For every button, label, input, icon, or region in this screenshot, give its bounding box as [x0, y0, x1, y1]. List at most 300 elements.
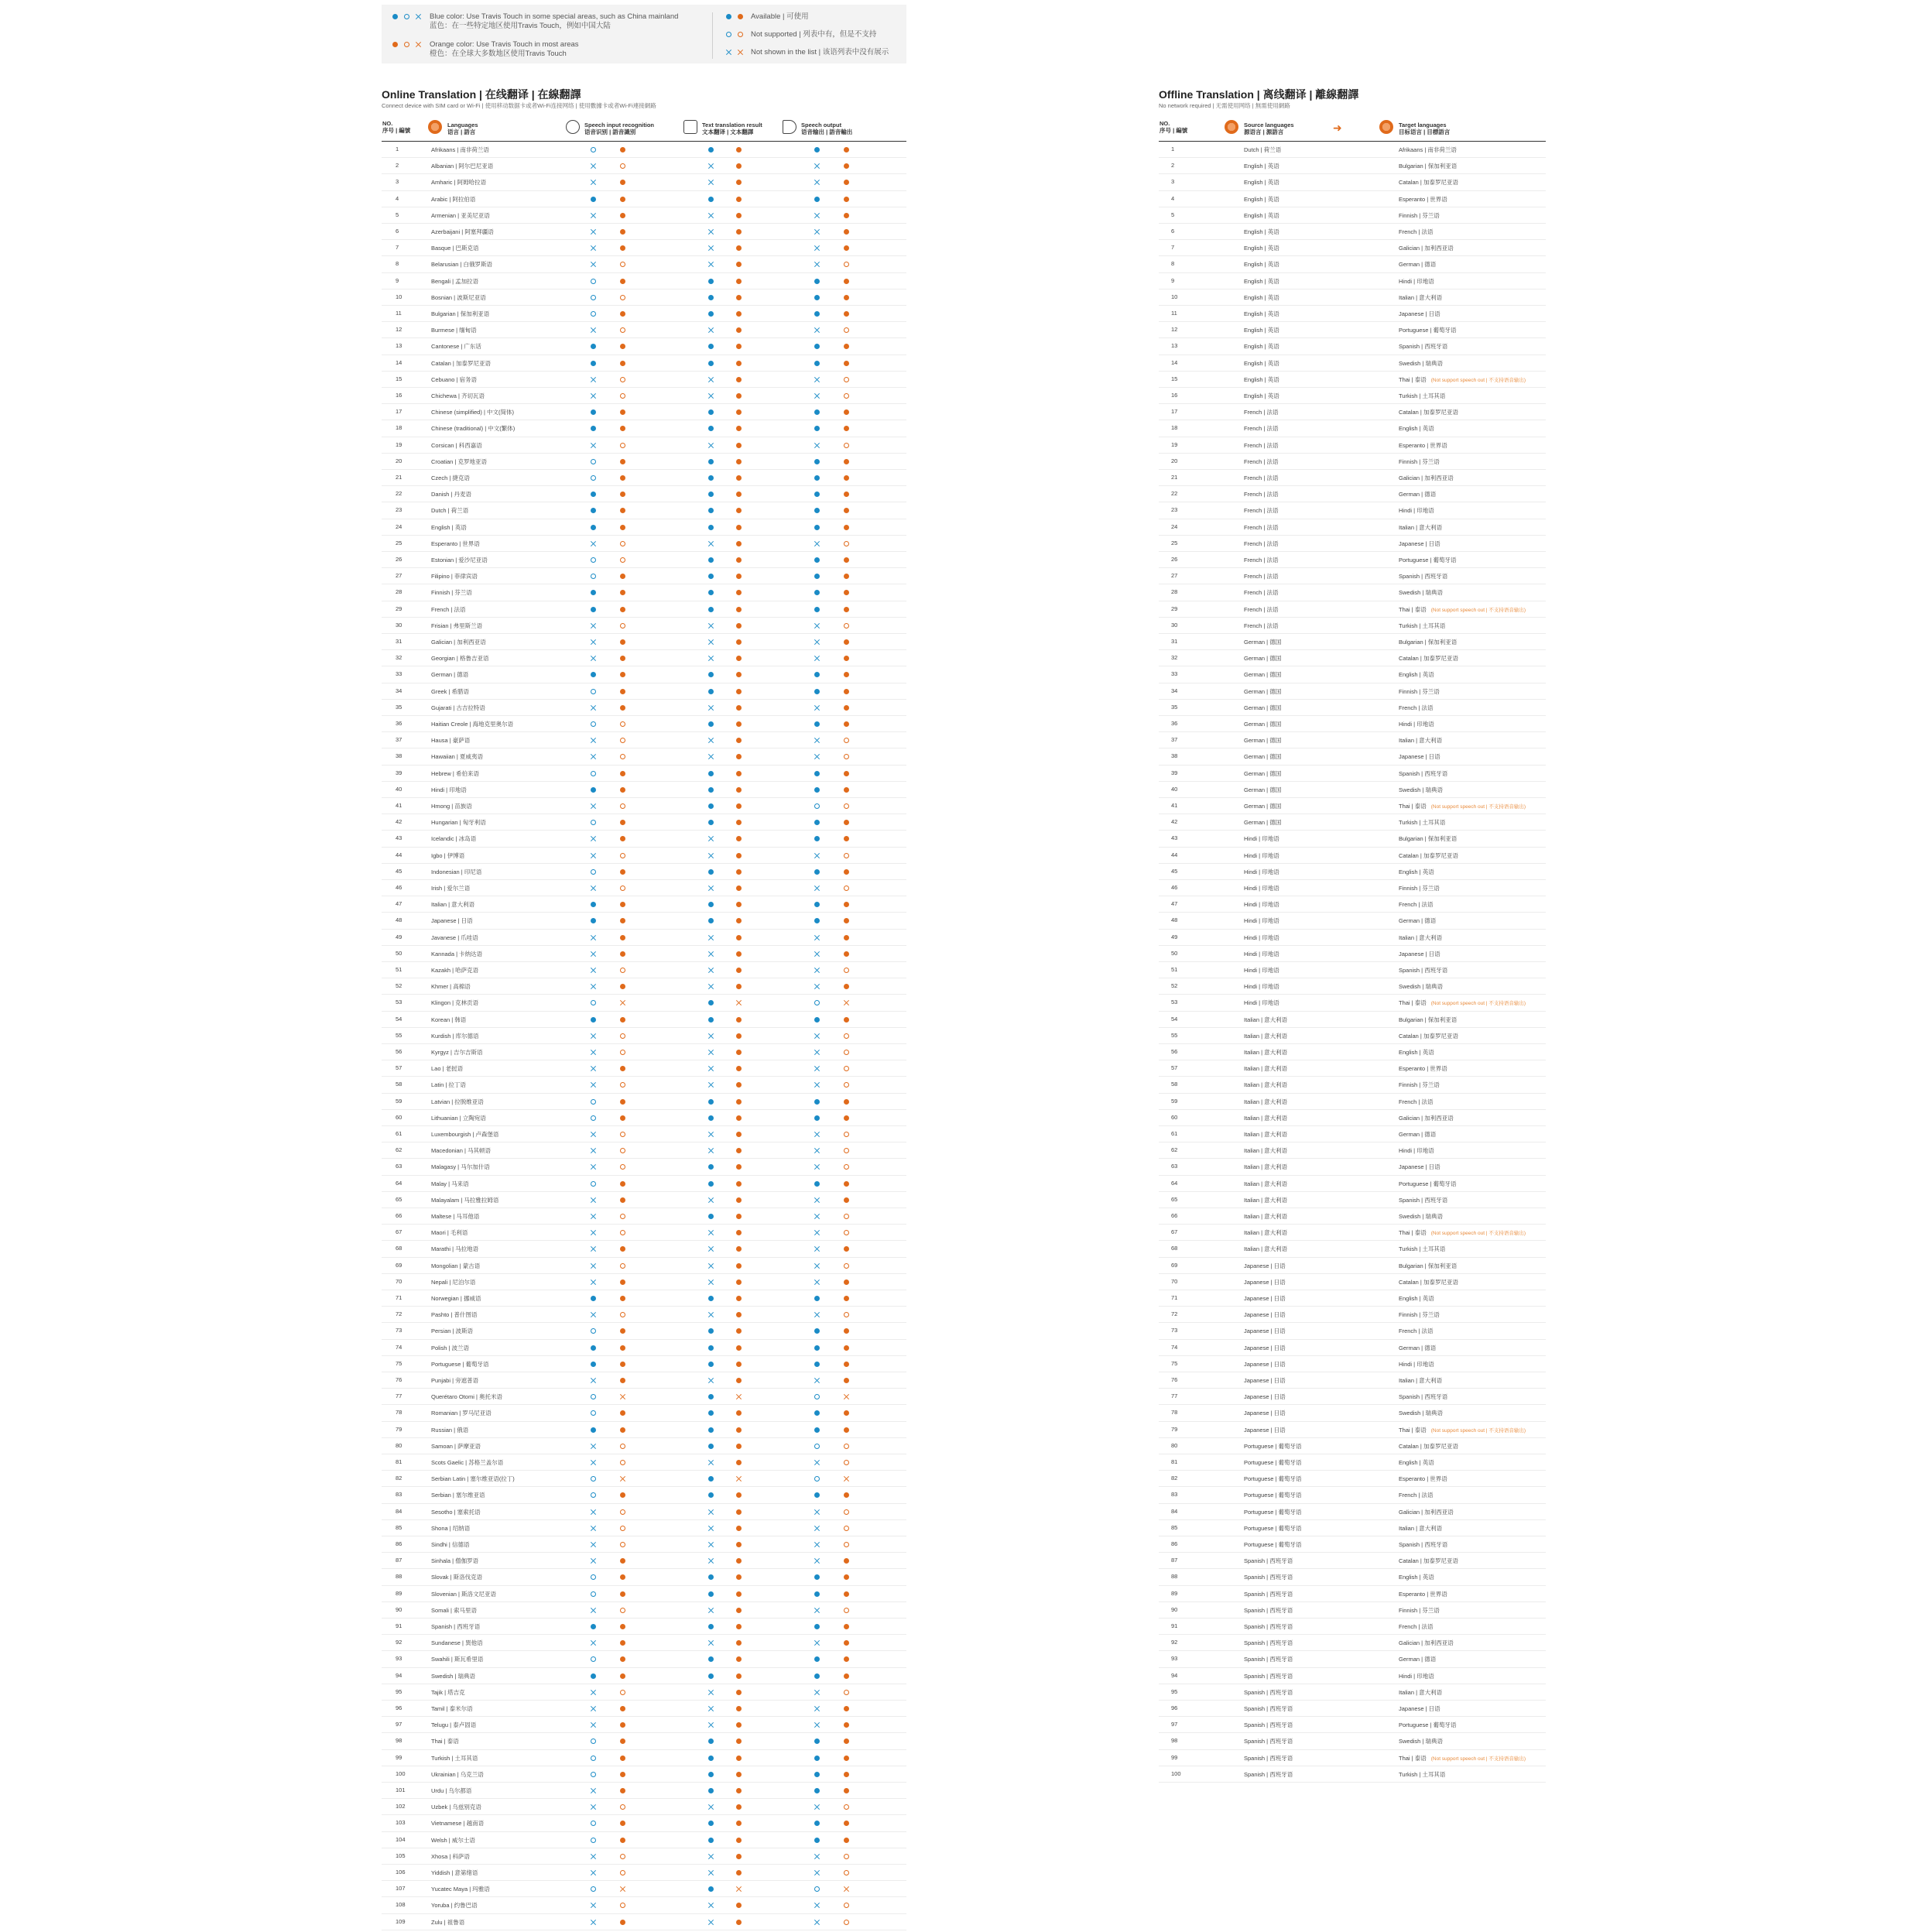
table-row	[382, 766, 906, 782]
table-row	[1159, 1290, 1546, 1307]
table-row	[382, 1323, 906, 1339]
table-row	[1159, 1766, 1546, 1783]
orange-dot-icon	[736, 721, 742, 727]
target-language: Italian | 意大利语	[1399, 523, 1443, 531]
orange-dot-icon	[620, 836, 625, 841]
row-number: 4	[396, 194, 399, 202]
table-row	[1159, 1619, 1546, 1635]
orange-dot-icon	[736, 1558, 742, 1564]
target-cell	[1399, 1146, 1434, 1155]
table-row	[382, 1126, 906, 1142]
target-language: Galician | 加利西亚语	[1399, 1639, 1454, 1647]
blue-cross-icon	[814, 541, 820, 546]
orange-dot-icon	[844, 1558, 849, 1564]
source-language: English | 英语	[1244, 359, 1279, 367]
table-row	[382, 372, 906, 388]
language-name: Kannada | 卡纳达语	[431, 950, 483, 957]
legend-not-supported	[726, 30, 876, 39]
table-row	[382, 240, 906, 256]
language-name: Sundanese | 巽他语	[431, 1639, 483, 1647]
table-row	[382, 207, 906, 224]
blue-dot-icon	[814, 1328, 820, 1334]
language-name: Sinhala | 僧伽罗语	[431, 1557, 479, 1565]
table-row	[382, 1815, 906, 1831]
language-name: Indonesian | 印尼语	[431, 868, 482, 875]
target-cell	[1399, 260, 1436, 269]
source-language: French | 法语	[1244, 557, 1279, 564]
blue-dot-icon	[708, 869, 714, 875]
source-language: Japanese | 日语	[1244, 1327, 1286, 1335]
language-name: Kazakh | 哈萨克语	[431, 967, 479, 974]
blue-dot-icon	[814, 1673, 820, 1679]
target-language: Portuguese | 葡萄牙语	[1399, 1180, 1457, 1187]
orange-dot-icon	[844, 918, 849, 923]
row-number: 37	[396, 736, 402, 744]
source-language: Italian | 意大利语	[1244, 1229, 1288, 1237]
blue-dot-icon	[814, 1821, 820, 1826]
orange-dot-icon	[736, 557, 742, 563]
target-language: English | 英语	[1399, 868, 1434, 875]
orange-dot-icon	[736, 1279, 742, 1285]
row-number: 38	[396, 752, 402, 760]
row-number: 59	[1171, 1097, 1178, 1105]
blue-cross-icon	[591, 163, 596, 169]
blue-cross-icon	[814, 1870, 820, 1875]
blue-cross-icon	[814, 1640, 820, 1646]
blue-dot-icon	[814, 689, 820, 694]
source-language: Italian | 意大利语	[1244, 1131, 1288, 1138]
source-language: Hindi | 印地语	[1244, 933, 1279, 941]
blue-cross-icon	[708, 853, 714, 858]
language-name: Irish | 爱尔兰语	[431, 885, 471, 892]
blue-cross-icon	[708, 1706, 714, 1711]
table-row	[382, 896, 906, 913]
row-number: 32	[1171, 654, 1178, 662]
blue-dot-icon	[814, 1756, 820, 1761]
target-cell	[1399, 540, 1440, 548]
orange-ring-icon	[844, 1148, 849, 1153]
orange-dot-icon	[844, 459, 849, 464]
text-translate-icon	[683, 120, 697, 134]
blue-cross-icon	[591, 951, 596, 957]
legend-box	[382, 5, 906, 63]
table-row	[1159, 1340, 1546, 1356]
target-cell	[1399, 900, 1433, 909]
language-name: Polish | 波兰语	[431, 1344, 470, 1351]
table-row	[1159, 502, 1546, 519]
target-language: Japanese | 日语	[1399, 1163, 1440, 1171]
row-number: 4	[1171, 194, 1175, 202]
row-number: 44	[396, 851, 402, 858]
blue-dot-icon	[708, 1738, 714, 1744]
table-row	[1159, 486, 1546, 502]
language-name: Bosnian | 波斯尼亚语	[431, 293, 486, 301]
table-row	[1159, 1684, 1546, 1701]
orange-dot-icon	[736, 738, 742, 743]
orange-dot-icon	[620, 492, 625, 497]
orange-dot-icon	[736, 1788, 742, 1793]
row-number: 58	[1171, 1081, 1178, 1088]
blue-cross-icon	[814, 1164, 820, 1170]
source-language: Japanese | 日语	[1244, 1426, 1286, 1434]
target-cell	[1399, 1228, 1526, 1237]
orange-ring-icon	[844, 1690, 849, 1695]
orange-dot-icon	[736, 311, 742, 317]
blue-cross-icon	[708, 738, 714, 743]
blue-dot-icon	[708, 1444, 714, 1449]
orange-dot-icon	[620, 361, 625, 366]
blue-ring-icon	[591, 1181, 596, 1187]
row-number: 73	[396, 1327, 402, 1334]
source-language: German | 德国	[1244, 803, 1282, 810]
target-language: Turkish | 土耳其语	[1399, 819, 1446, 827]
orange-dot-icon	[736, 656, 742, 661]
table-row	[1159, 1192, 1546, 1208]
orange-ring-icon	[844, 1082, 849, 1088]
row-number: 73	[1171, 1327, 1178, 1334]
blue-cross-icon	[708, 1804, 714, 1810]
row-number: 92	[396, 1639, 402, 1646]
orange-cross-icon	[620, 1476, 625, 1482]
orange-dot-icon	[844, 1574, 849, 1580]
row-number: 72	[396, 1310, 402, 1318]
target-language: Spanish | 西班牙语	[1399, 769, 1448, 777]
row-number: 10	[1171, 293, 1178, 300]
language-name: French | 法语	[431, 605, 466, 613]
orange-ring-icon	[844, 262, 849, 267]
orange-dot-icon	[620, 1378, 625, 1383]
row-number: 83	[396, 1491, 402, 1499]
blue-cross-icon	[708, 1148, 714, 1153]
language-name: Albanian | 阿尔巴尼亚语	[431, 163, 494, 170]
source-language: Spanish | 西班牙语	[1244, 1590, 1293, 1598]
row-number: 27	[1171, 572, 1178, 580]
blue-ring-icon	[591, 721, 596, 727]
orange-dot-icon	[844, 1673, 849, 1679]
orange-ring-icon	[620, 1542, 625, 1547]
table-row	[1159, 552, 1546, 568]
orange-dot-icon	[736, 1542, 742, 1547]
blue-dot-icon	[708, 1492, 714, 1498]
row-number: 98	[1171, 1737, 1178, 1745]
row-number: 34	[1171, 687, 1178, 694]
blue-dot-icon	[591, 787, 596, 793]
orange-dot-icon	[736, 147, 742, 152]
table-row	[1159, 1241, 1546, 1257]
language-name: Kyrgyz | 吉尔吉斯语	[431, 1049, 483, 1056]
blue-dot-icon	[814, 1591, 820, 1597]
blue-cross-icon	[591, 853, 596, 858]
row-number: 102	[396, 1803, 406, 1810]
table-row	[1159, 207, 1546, 224]
blue-cross-icon	[591, 1066, 596, 1071]
orange-dot-icon	[736, 1230, 742, 1235]
target-language: Italian | 意大利语	[1399, 1688, 1443, 1696]
table-row	[382, 748, 906, 765]
blue-cross-icon	[814, 1608, 820, 1613]
table-row	[382, 1142, 906, 1159]
blue-dot-icon	[591, 525, 596, 530]
blue-dot-icon	[708, 574, 714, 579]
orange-dot-icon	[620, 409, 625, 415]
orange-dot-icon	[736, 951, 742, 957]
table-row	[382, 618, 906, 634]
table-row	[1159, 355, 1546, 372]
target-language: Italian | 意大利语	[1399, 1377, 1443, 1384]
legend-blue-en: Blue color: Use Travis Touch in some special areas, such as China mainland	[430, 12, 679, 21]
source-language: French | 法语	[1244, 425, 1279, 433]
source-language: Hindi | 印地语	[1244, 851, 1279, 859]
orange-dot-icon	[844, 426, 849, 431]
speech-out-note: (Not support speech out | 不支持语音输出)	[1430, 1231, 1526, 1237]
table-row	[382, 322, 906, 338]
table-row	[382, 978, 906, 995]
orange-dot-icon	[736, 295, 742, 300]
orange-dot-icon	[620, 984, 625, 989]
table-row	[382, 634, 906, 650]
not-supported-orange-icon	[738, 32, 743, 37]
row-number: 56	[1171, 1048, 1178, 1055]
blue-cross-icon	[708, 1608, 714, 1613]
source-language: English | 英语	[1244, 195, 1279, 203]
source-language: French | 法语	[1244, 605, 1279, 613]
language-name: Dutch | 荷兰语	[431, 507, 469, 515]
blue-dot-icon	[708, 1591, 714, 1597]
orange-dot-icon	[844, 1181, 849, 1187]
blue-cross-icon	[708, 1690, 714, 1695]
table-row	[382, 568, 906, 584]
language-name: Yoruba | 约鲁巴语	[431, 1902, 478, 1910]
source-language: Spanish | 西班牙语	[1244, 1705, 1293, 1712]
table-row	[1159, 1126, 1546, 1142]
blue-dot-icon	[708, 1476, 714, 1482]
blue-ring-icon	[591, 295, 596, 300]
blue-ring-icon	[591, 1772, 596, 1777]
blue-ring-icon	[591, 689, 596, 694]
table-row	[382, 1192, 906, 1208]
language-name: Japanese | 日语	[431, 917, 473, 925]
target-language: Catalan | 加泰罗尼亚语	[1399, 1278, 1458, 1286]
orange-dot-icon	[736, 279, 742, 284]
target-language: Portuguese | 葡萄牙语	[1399, 557, 1457, 564]
blue-ring-icon	[814, 1394, 820, 1399]
source-language: Spanish | 西班牙语	[1244, 1672, 1293, 1680]
orange-dot-icon	[736, 771, 742, 776]
blue-cross-icon	[591, 1312, 596, 1317]
language-name: Persian | 波斯语	[431, 1327, 474, 1335]
blue-cross-icon	[708, 1509, 714, 1515]
row-number: 28	[1171, 588, 1178, 596]
orange-ring-icon	[620, 1509, 625, 1515]
orange-dot-icon	[736, 1656, 742, 1662]
language-name: Slovenian | 斯洛文尼亚语	[431, 1590, 497, 1598]
table-row	[382, 1225, 906, 1241]
orange-dot-icon	[620, 459, 625, 464]
row-number: 34	[396, 687, 402, 694]
target-language: Afrikaans | 南非荷兰语	[1399, 146, 1457, 153]
blue-cross-icon	[591, 393, 596, 399]
orange-dot-icon	[844, 574, 849, 579]
table-row	[1159, 995, 1546, 1011]
table-row	[1159, 1060, 1546, 1077]
blue-cross-icon	[814, 229, 820, 235]
orange-dot-icon	[620, 311, 625, 317]
orange-dot-icon	[844, 213, 849, 218]
blue-cross-icon	[591, 1378, 596, 1383]
orange-dot-icon	[736, 853, 742, 858]
source-language: Spanish | 西班牙语	[1244, 1738, 1293, 1745]
row-number: 9	[1171, 276, 1175, 284]
orange-ring-icon	[620, 1132, 625, 1137]
target-language: Galician | 加利西亚语	[1399, 1508, 1454, 1516]
orange-ring-icon	[620, 738, 625, 743]
blue-dot-icon	[591, 590, 596, 595]
source-language: Spanish | 西班牙语	[1244, 1574, 1293, 1581]
table-row	[1159, 962, 1546, 978]
blue-cross-icon	[591, 1148, 596, 1153]
table-row	[382, 1701, 906, 1717]
row-number: 84	[1171, 1507, 1178, 1515]
table-row	[1159, 880, 1546, 896]
row-number: 17	[1171, 408, 1178, 416]
orange-dot-icon	[736, 1246, 742, 1252]
row-number: 18	[1171, 424, 1178, 432]
target-cell	[1399, 1196, 1447, 1204]
blue-cross-icon	[708, 1246, 714, 1252]
orange-dot-icon	[736, 1082, 742, 1088]
orange-dot-icon	[620, 1017, 625, 1023]
language-name: Chinese (traditional) | 中文(繁体)	[431, 425, 516, 433]
row-number: 101	[396, 1786, 406, 1793]
target-cell	[1399, 457, 1440, 466]
target-language: Catalan | 加泰罗尼亚语	[1399, 179, 1458, 187]
table-row	[1159, 1651, 1546, 1667]
target-cell	[1399, 228, 1433, 236]
row-number: 29	[396, 605, 402, 612]
blue-dot-icon	[708, 147, 714, 152]
orange-dot-icon	[736, 245, 742, 251]
orange-cross-icon	[736, 1000, 742, 1005]
orange-ring-icon	[620, 1854, 625, 1859]
row-number: 47	[1171, 900, 1178, 908]
table-row	[1159, 1389, 1546, 1405]
blue-cross-icon	[814, 1542, 820, 1547]
row-number: 55	[1171, 1031, 1178, 1039]
table-row	[1159, 1422, 1546, 1438]
target-language: English | 英语	[1399, 1459, 1434, 1466]
blue-cross-icon	[708, 327, 714, 333]
orange-dot-icon	[736, 1148, 742, 1153]
blue-dot-icon	[814, 902, 820, 907]
blue-ring-icon	[814, 1886, 820, 1892]
blue-dot-icon	[708, 1099, 714, 1105]
blue-dot-icon	[814, 361, 820, 366]
row-number: 25	[396, 539, 402, 546]
row-number: 11	[1171, 310, 1177, 317]
blue-cross-icon	[708, 935, 714, 940]
source-language: Spanish | 西班牙语	[1244, 1623, 1293, 1630]
blue-dot-icon	[814, 459, 820, 464]
blue-dot-icon	[708, 771, 714, 776]
table-row	[382, 191, 906, 207]
legend-not-shown-text: Not shown in the list | 该语列表中没有展示	[751, 48, 889, 57]
orange-dot-icon	[844, 1492, 849, 1498]
orange-dot-icon	[844, 935, 849, 940]
table-row	[1159, 946, 1546, 962]
blue-cross-icon	[591, 262, 596, 267]
table-row	[382, 814, 906, 831]
language-name: Kurdish | 库尔德语	[431, 1032, 479, 1040]
row-number: 46	[396, 884, 402, 891]
orange-dot-icon	[736, 1296, 742, 1301]
blue-dot-icon	[814, 1296, 820, 1301]
orange-dot-icon	[736, 492, 742, 497]
orange-ring-icon	[844, 1312, 849, 1317]
blue-cross-icon	[814, 853, 820, 858]
blue-cross-icon	[591, 754, 596, 759]
language-name: Hebrew | 希伯来语	[431, 769, 479, 777]
table-row	[1159, 732, 1546, 748]
blue-dot-icon	[708, 1410, 714, 1416]
target-globe-icon	[1379, 120, 1393, 134]
table-row	[382, 683, 906, 700]
blue-cross-icon	[814, 1263, 820, 1269]
target-language: Thai | 泰语	[1399, 803, 1427, 810]
row-number: 99	[1171, 1753, 1178, 1761]
table-row	[1159, 273, 1546, 289]
blue-dot-icon	[814, 1017, 820, 1023]
target-cell	[1399, 736, 1442, 745]
blue-cross-icon	[708, 180, 714, 185]
blue-cross-icon	[591, 1640, 596, 1646]
table-row	[1159, 666, 1546, 683]
source-language: German | 德国	[1244, 819, 1282, 827]
row-number: 23	[1171, 506, 1178, 514]
target-language: Catalan | 加泰罗尼亚语	[1399, 1557, 1458, 1565]
blue-dot-icon	[708, 426, 714, 431]
orange-ring-icon	[620, 393, 625, 399]
blue-cross-icon	[591, 229, 596, 235]
language-name: Serbian | 塞尔维亚语	[431, 1492, 485, 1499]
orange-dot-icon	[620, 1345, 625, 1351]
blue-cross-icon	[591, 1920, 596, 1925]
row-number: 31	[396, 638, 402, 645]
row-number: 96	[396, 1704, 402, 1711]
table-row	[382, 930, 906, 946]
orange-ring-icon	[844, 1903, 849, 1908]
blue-ring-icon	[404, 14, 409, 19]
table-row	[382, 1389, 906, 1405]
orange-dot-icon	[844, 1279, 849, 1285]
blue-cross-icon	[591, 213, 596, 218]
source-language: Hindi | 印地语	[1244, 917, 1279, 925]
target-cell	[1399, 966, 1447, 975]
not-shown-blue-icon	[726, 50, 731, 55]
row-number: 44	[1171, 851, 1178, 858]
orange-ring-icon	[844, 1509, 849, 1515]
online-title: Online Translation | 在线翻译 | 在線翻譯	[382, 88, 581, 101]
source-language: French | 法语	[1244, 409, 1279, 416]
row-number: 98	[396, 1737, 402, 1745]
orange-dot-icon	[736, 590, 742, 595]
target-language: Thai | 泰语	[1399, 605, 1427, 613]
target-cell	[1399, 1163, 1440, 1171]
target-cell	[1399, 704, 1433, 712]
orange-ring-icon	[620, 163, 625, 169]
source-language: Italian | 意大利语	[1244, 1213, 1288, 1220]
legend-available-text: Available | 可使用	[751, 12, 809, 21]
speech-out-note: (Not support speech out | 不支持语音输出)	[1430, 1756, 1526, 1762]
